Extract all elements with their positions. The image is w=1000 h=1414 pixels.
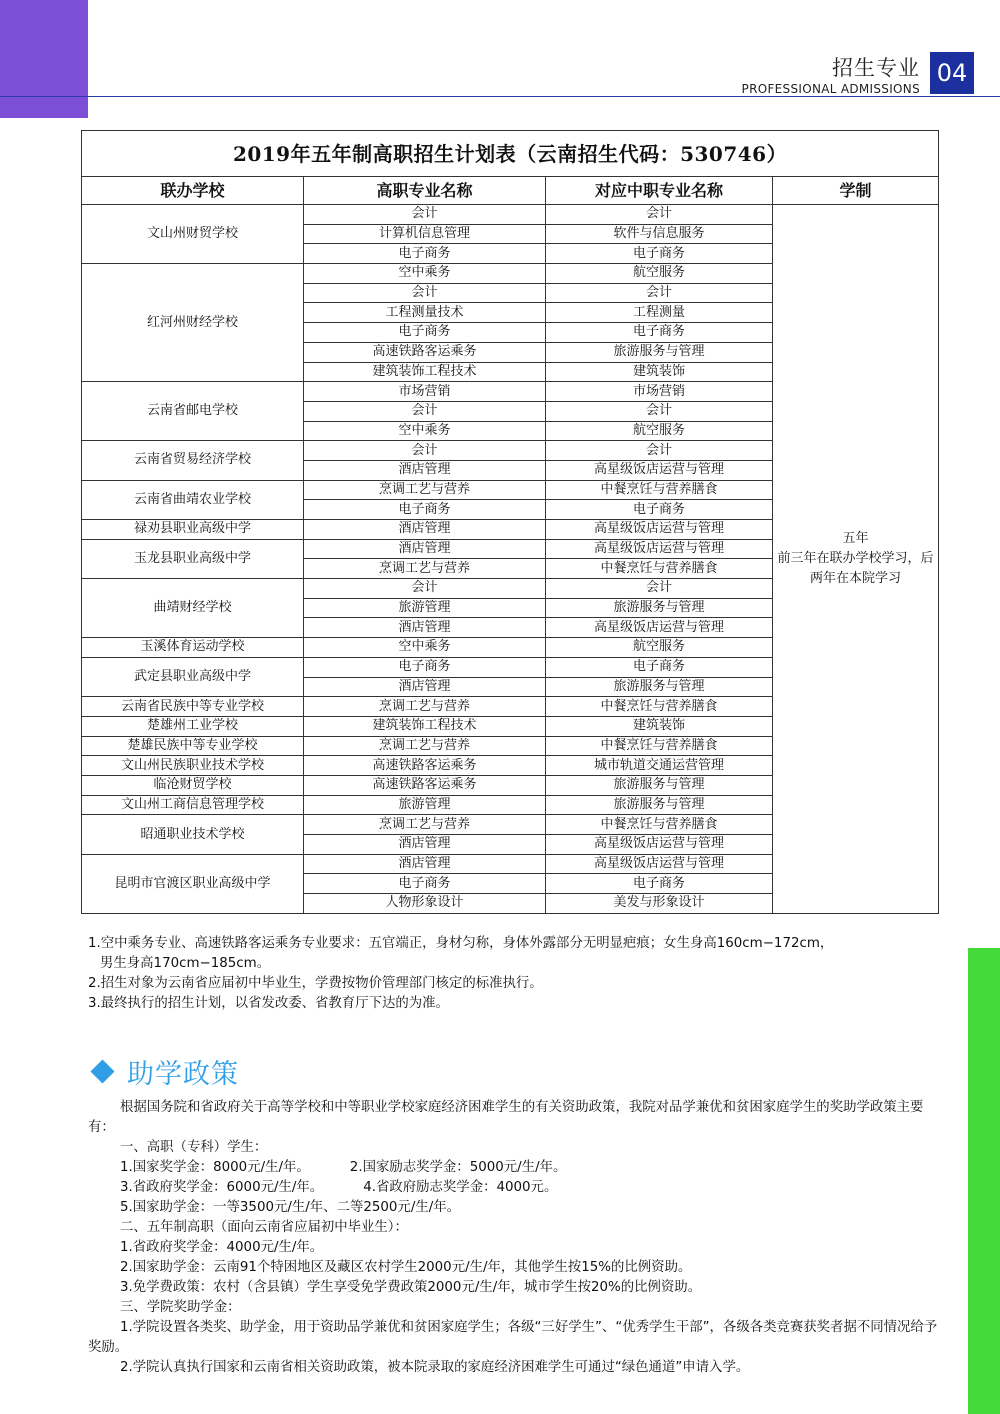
school-cell: 云南省曲靖农业学校 <box>82 480 304 519</box>
vocational-major-cell: 建筑装饰 <box>546 362 773 382</box>
vocational-major-cell: 中餐烹饪与营养膳食 <box>546 697 773 717</box>
major-cell: 烹调工艺与营养 <box>304 559 546 579</box>
major-cell: 会计 <box>304 283 546 303</box>
side-color-bar <box>968 948 1000 1414</box>
duration-text: 前三年在联办学校学习，后两年在本院学习 <box>777 550 934 586</box>
vocational-major-cell: 建筑装饰 <box>546 716 773 736</box>
school-cell: 禄劝县职业高级中学 <box>82 520 304 540</box>
school-cell: 楚雄州工业学校 <box>82 716 304 736</box>
major-cell: 工程测量技术 <box>304 303 546 323</box>
vocational-major-cell: 会计 <box>546 579 773 599</box>
section-subtitle: PROFESSIONAL ADMISSIONS <box>741 82 920 96</box>
vocational-major-cell: 电子商务 <box>546 323 773 343</box>
school-cell: 临沧财贸学校 <box>82 775 304 795</box>
page-number: 04 <box>930 52 974 94</box>
school-cell: 文山州工商信息管理学校 <box>82 795 304 815</box>
school-cell: 文山州民族职业技术学校 <box>82 756 304 776</box>
vocational-major-cell: 高星级饭店运营与管理 <box>546 854 773 874</box>
major-cell: 电子商务 <box>304 500 546 520</box>
vocational-major-cell: 中餐烹饪与营养膳食 <box>546 736 773 756</box>
corner-color-block <box>0 0 88 118</box>
vocational-major-cell: 旅游服务与管理 <box>546 795 773 815</box>
policy-item: 1.国家奖学金：8000元/生/年。 <box>120 1160 310 1175</box>
duration-cell <box>773 205 939 914</box>
school-cell: 玉溪体育运动学校 <box>82 638 304 658</box>
policy-item-line <box>88 1178 948 1198</box>
column-header-vocational-major: 对应中职专业名称 <box>546 177 773 205</box>
major-cell: 酒店管理 <box>304 677 546 697</box>
major-cell: 电子商务 <box>304 323 546 343</box>
major-cell: 酒店管理 <box>304 539 546 559</box>
school-cell: 云南省邮电学校 <box>82 382 304 441</box>
major-cell: 人物形象设计 <box>304 894 546 914</box>
major-cell: 烹调工艺与营养 <box>304 815 546 835</box>
policy-item: 3.免学费政策：农村（含县镇）学生享受免学费政策2000元/生/年，城市学生按20%的比例资助。 <box>120 1280 702 1295</box>
school-cell: 云南省民族中等专业学校 <box>82 697 304 717</box>
vocational-major-cell: 航空服务 <box>546 421 773 441</box>
school-cell: 昆明市官渡区职业高级中学 <box>82 854 304 913</box>
table-body <box>82 205 939 914</box>
vocational-major-cell: 电子商务 <box>546 500 773 520</box>
note-line: 3.最终执行的招生计划，以省发改委、省教育厅下达的为准。 <box>88 996 449 1011</box>
major-cell: 空中乘务 <box>304 264 546 284</box>
policy-heading <box>90 1052 239 1091</box>
vocational-major-cell: 旅游服务与管理 <box>546 775 773 795</box>
vocational-major-cell: 航空服务 <box>546 638 773 658</box>
vocational-major-cell: 中餐烹饪与营养膳食 <box>546 559 773 579</box>
column-header-duration: 学制 <box>773 177 939 205</box>
major-cell: 烹调工艺与营养 <box>304 480 546 500</box>
policy-body <box>88 1098 948 1378</box>
vocational-major-cell: 旅游服务与管理 <box>546 677 773 697</box>
major-cell: 烹调工艺与营养 <box>304 736 546 756</box>
vocational-major-cell: 电子商务 <box>546 874 773 894</box>
major-cell: 酒店管理 <box>304 835 546 855</box>
school-cell: 武定县职业高级中学 <box>82 657 304 696</box>
section-title: 招生专业 <box>832 56 920 80</box>
policy-item: 2.国家助学金：云南91个特困地区及藏区农村学生2000元/生/年，其他学生按15%的比例资助。 <box>120 1260 692 1275</box>
vocational-major-cell: 会计 <box>546 441 773 461</box>
major-cell: 电子商务 <box>304 244 546 264</box>
major-cell: 会计 <box>304 579 546 599</box>
major-cell: 高速铁路客运乘务 <box>304 756 546 776</box>
column-header-major: 高职专业名称 <box>304 177 546 205</box>
vocational-major-cell: 高星级饭店运营与管理 <box>546 618 773 638</box>
diamond-icon <box>90 1059 114 1083</box>
school-cell: 楚雄民族中等专业学校 <box>82 736 304 756</box>
column-header-school: 联办学校 <box>82 177 304 205</box>
policy-heading-3: 三、学院奖助学金： <box>120 1300 241 1315</box>
vocational-major-cell: 软件与信息服务 <box>546 224 773 244</box>
policy-item: 1.省政府奖学金：4000元/生/年。 <box>120 1240 324 1255</box>
vocational-major-cell: 旅游服务与管理 <box>546 342 773 362</box>
policy-title: 助学政策 <box>127 1059 239 1090</box>
school-cell: 云南省贸易经济学校 <box>82 441 304 480</box>
school-cell: 曲靖财经学校 <box>82 579 304 638</box>
vocational-major-cell: 会计 <box>546 283 773 303</box>
school-cell: 文山州财贸学校 <box>82 205 304 264</box>
major-cell: 酒店管理 <box>304 618 546 638</box>
policy-item-line <box>88 1158 948 1178</box>
vocational-major-cell: 高星级饭店运营与管理 <box>546 539 773 559</box>
policy-item: 3.省政府奖学金：6000元/生/年。 <box>120 1180 324 1195</box>
vocational-major-cell: 高星级饭店运营与管理 <box>546 520 773 540</box>
major-cell: 高速铁路客运乘务 <box>304 775 546 795</box>
major-cell: 会计 <box>304 205 546 225</box>
vocational-major-cell: 高星级饭店运营与管理 <box>546 460 773 480</box>
vocational-major-cell: 会计 <box>546 205 773 225</box>
major-cell: 旅游管理 <box>304 598 546 618</box>
vocational-major-cell: 高星级饭店运营与管理 <box>546 835 773 855</box>
policy-item: 4.省政府励志奖学金：4000元。 <box>363 1180 558 1195</box>
note-line: 2.招生对象为云南省应届初中毕业生，学费按物价管理部门核定的标准执行。 <box>88 976 543 991</box>
policy-intro: 根据国务院和省政府关于高等学校和中等职业学校家庭经济困难学生的有关资助政策，我院对品学兼优和贫困家庭学生的奖助学政策主要有： <box>88 1100 924 1135</box>
major-cell: 高速铁路客运乘务 <box>304 342 546 362</box>
major-cell: 建筑装饰工程技术 <box>304 716 546 736</box>
table-row <box>82 205 939 225</box>
vocational-major-cell: 中餐烹饪与营养膳食 <box>546 480 773 500</box>
major-cell: 电子商务 <box>304 874 546 894</box>
vocational-major-cell: 中餐烹饪与营养膳食 <box>546 815 773 835</box>
policy-item: 5.国家助学金：一等3500元/生/年、二等2500元/生/年。 <box>120 1200 461 1215</box>
note-line: 1.空中乘务专业、高速铁路客运乘务专业要求：五官端正，身材匀称，身体外露部分无明显疤痕；女生身高160cm−172cm， <box>88 936 834 951</box>
duration-text: 五年 <box>842 530 869 546</box>
note-line: 男生身高170cm−185cm。 <box>100 956 271 971</box>
major-cell: 市场营销 <box>304 382 546 402</box>
vocational-major-cell: 电子商务 <box>546 244 773 264</box>
major-cell: 计算机信息管理 <box>304 224 546 244</box>
school-cell: 红河州财经学校 <box>82 264 304 382</box>
major-cell: 酒店管理 <box>304 520 546 540</box>
major-cell: 烹调工艺与营养 <box>304 697 546 717</box>
major-cell: 酒店管理 <box>304 854 546 874</box>
major-cell: 旅游管理 <box>304 795 546 815</box>
notes <box>88 934 968 1014</box>
policy-item: 1.学院设置各类奖、助学金，用于资助品学兼优和贫困家庭学生；各级“三好学生”、“优秀学生干部”，各级各类竞赛获奖者据不同情况给予奖励。 <box>88 1320 938 1355</box>
major-cell: 建筑装饰工程技术 <box>304 362 546 382</box>
vocational-major-cell: 美发与形象设计 <box>546 894 773 914</box>
policy-heading-1: 一、高职（专科）学生： <box>120 1140 268 1155</box>
major-cell: 会计 <box>304 401 546 421</box>
vocational-major-cell: 城市轨道交通运营管理 <box>546 756 773 776</box>
major-cell: 酒店管理 <box>304 460 546 480</box>
school-cell: 昭通职业技术学校 <box>82 815 304 854</box>
vocational-major-cell: 会计 <box>546 401 773 421</box>
major-cell: 会计 <box>304 441 546 461</box>
major-cell: 空中乘务 <box>304 638 546 658</box>
vocational-major-cell: 工程测量 <box>546 303 773 323</box>
school-cell: 玉龙县职业高级中学 <box>82 539 304 578</box>
enrollment-plan-table <box>81 130 939 914</box>
vocational-major-cell: 旅游服务与管理 <box>546 598 773 618</box>
policy-heading-2: 二、五年制高职（面向云南省应届初中毕业生）： <box>120 1220 408 1235</box>
policy-item: 2.学院认真执行国家和云南省相关资助政策，被本院录取的家庭经济困难学生可通过“绿色通道”申请入学。 <box>120 1360 750 1375</box>
major-cell: 电子商务 <box>304 657 546 677</box>
vocational-major-cell: 电子商务 <box>546 657 773 677</box>
table-title: 2019年五年制高职招生计划表（云南招生代码：530746） <box>82 131 939 177</box>
major-cell: 空中乘务 <box>304 421 546 441</box>
vocational-major-cell: 航空服务 <box>546 264 773 284</box>
header-divider <box>0 96 1000 97</box>
policy-item: 2.国家励志奖学金：5000元/生/年。 <box>349 1160 567 1175</box>
vocational-major-cell: 市场营销 <box>546 382 773 402</box>
